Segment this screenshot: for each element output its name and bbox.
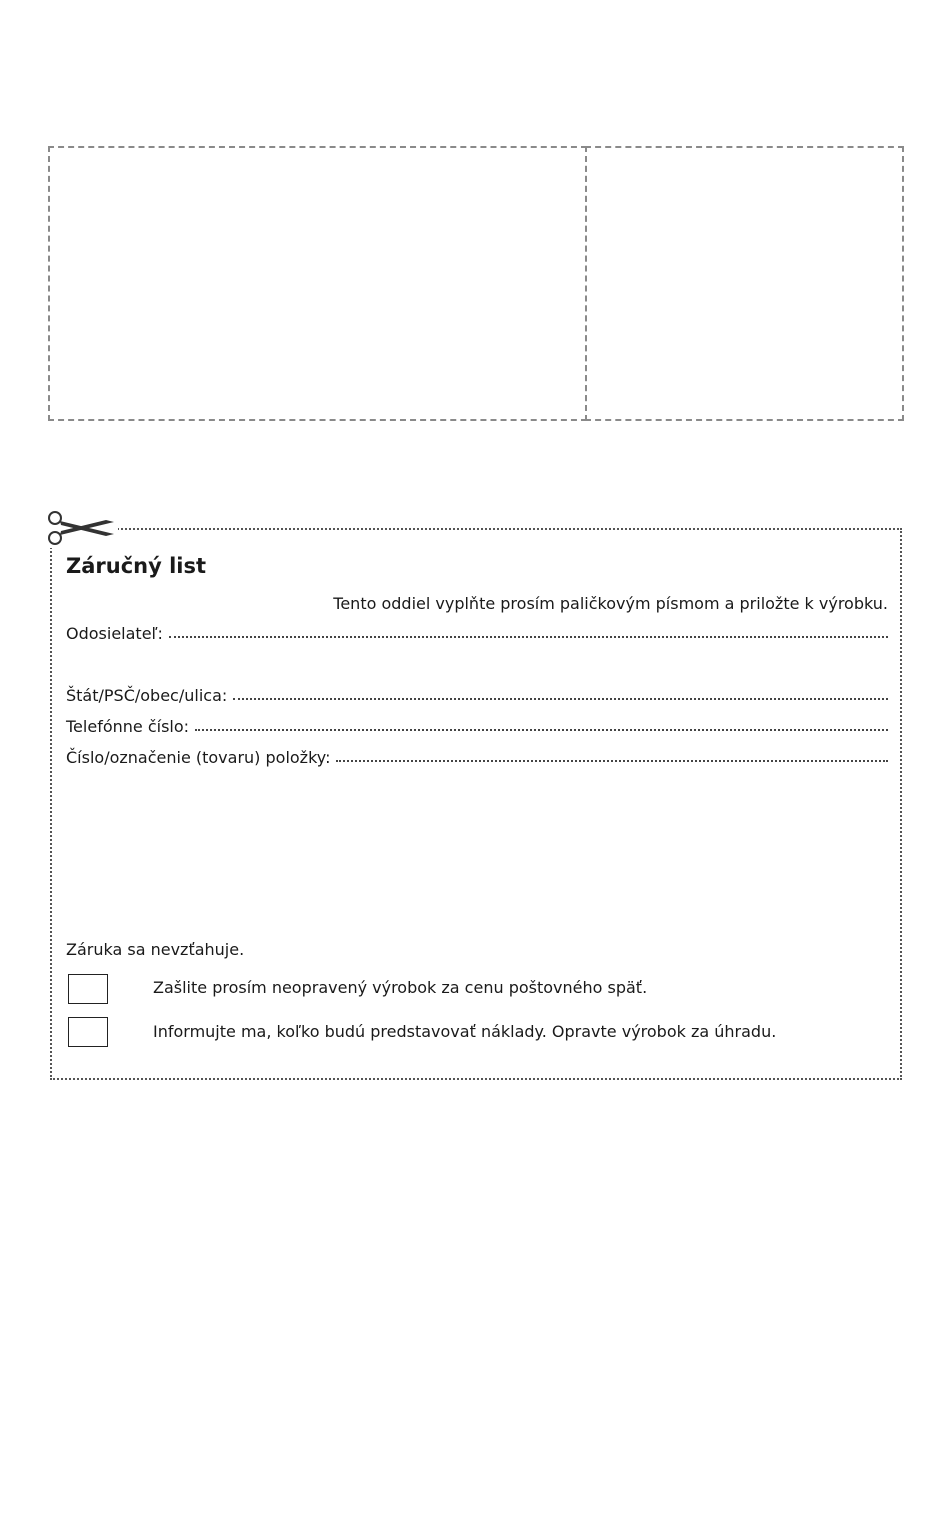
phone-label: Telefónne číslo:: [66, 717, 190, 736]
empty-frame-left: [48, 146, 587, 421]
phone-line[interactable]: [195, 729, 888, 731]
address-label: Štát/PSČ/obec/ulica:: [66, 686, 228, 705]
form-instruction: Tento oddiel vyplňte prosím paličkovým písmom a priložte k výrobku.: [333, 594, 888, 613]
sender-label: Odosielateľ:: [66, 624, 163, 643]
sender-line[interactable]: [169, 636, 888, 638]
address-line[interactable]: [233, 698, 888, 700]
scissors-icon: [44, 508, 118, 548]
item-label: Číslo/označenie (tovaru) položky:: [66, 748, 331, 767]
item-field[interactable]: [66, 745, 888, 767]
return-unrepaired-label: Zašlite prosím neopravený výrobok za cenu poštovného späť.: [153, 978, 648, 997]
return-unrepaired-checkbox[interactable]: [68, 974, 108, 1004]
repair-quote-checkbox[interactable]: [68, 1017, 108, 1047]
repair-quote-label: Informujte ma, koľko budú predstavovať náklady. Opravte výrobok za úhradu.: [153, 1022, 777, 1041]
address-field[interactable]: [66, 683, 888, 705]
item-line[interactable]: [336, 760, 888, 762]
empty-frame-right: [585, 146, 904, 421]
form-title: Záručný list: [66, 554, 207, 578]
phone-field[interactable]: [66, 714, 888, 736]
warranty-note: Záruka sa nevzťahuje.: [66, 940, 245, 959]
sender-field[interactable]: [66, 621, 888, 643]
